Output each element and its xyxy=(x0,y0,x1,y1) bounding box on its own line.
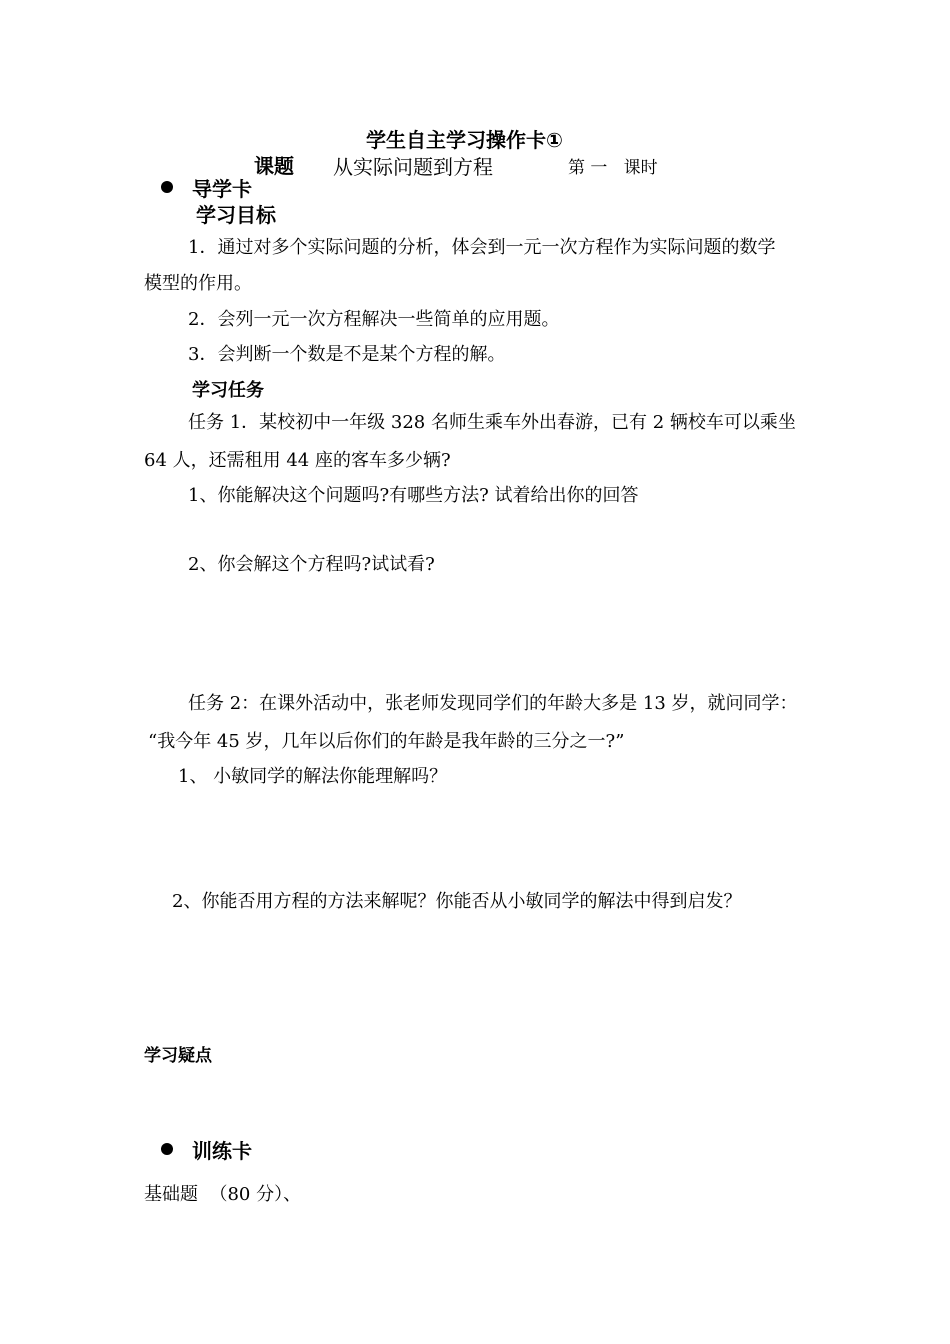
task1-question-1: 1、你能解决这个问题吗?有哪些方法? 试着给出你的回答 xyxy=(188,485,639,506)
bullet-icon xyxy=(161,181,173,193)
basic-questions: 基础题 （80 分）、 xyxy=(144,1184,302,1205)
guide-card-heading: 导学卡 xyxy=(192,177,252,201)
task1-text: 任务 1．某校初中一年级 328 名师生乘车外出春游，已有 2 辆校车可以乘坐 xyxy=(188,412,796,433)
objectives-heading: 学习目标 xyxy=(196,203,276,227)
subject-name: 从实际问题到方程 xyxy=(333,155,493,179)
tasks-heading: 学习任务 xyxy=(192,380,264,401)
task2-text: 任务 2：在课外活动中，张老师发现同学们的年龄大多是 13 岁，就问同学： xyxy=(188,693,798,714)
objective-item-1: 1．通过对多个实际问题的分析，体会到一元一次方程作为实际问题的数学 xyxy=(188,237,776,258)
doubts-heading: 学习疑点 xyxy=(144,1046,212,1066)
objective-item-2: 2．会列一元一次方程解决一些简单的应用题。 xyxy=(188,309,560,330)
bullet-icon xyxy=(161,1143,173,1155)
task2-question-1: 1、 小敏同学的解法你能理解吗？ xyxy=(178,766,448,787)
subject-label: 课题 xyxy=(254,154,294,178)
task2-text-cont: “我今年 45 岁，几年以后你们的年龄是我年龄的三分之一?” xyxy=(148,731,625,752)
subject-period: 第 一 课时 xyxy=(568,158,658,178)
task1-question-2: 2、你会解这个方程吗?试试看? xyxy=(188,554,435,575)
task2-question-2: 2、你能否用方程的方法来解呢？你能否从小敏同学的解法中得到启发？ xyxy=(172,891,742,912)
task1-text-cont: 64 人，还需租用 44 座的客车多少辆? xyxy=(144,450,451,471)
page-title: 学生自主学习操作卡① xyxy=(366,128,563,152)
objective-item-1-cont: 模型的作用。 xyxy=(144,273,252,294)
objective-item-3: 3．会判断一个数是不是某个方程的解。 xyxy=(188,344,506,365)
training-card-heading: 训练卡 xyxy=(192,1139,252,1163)
